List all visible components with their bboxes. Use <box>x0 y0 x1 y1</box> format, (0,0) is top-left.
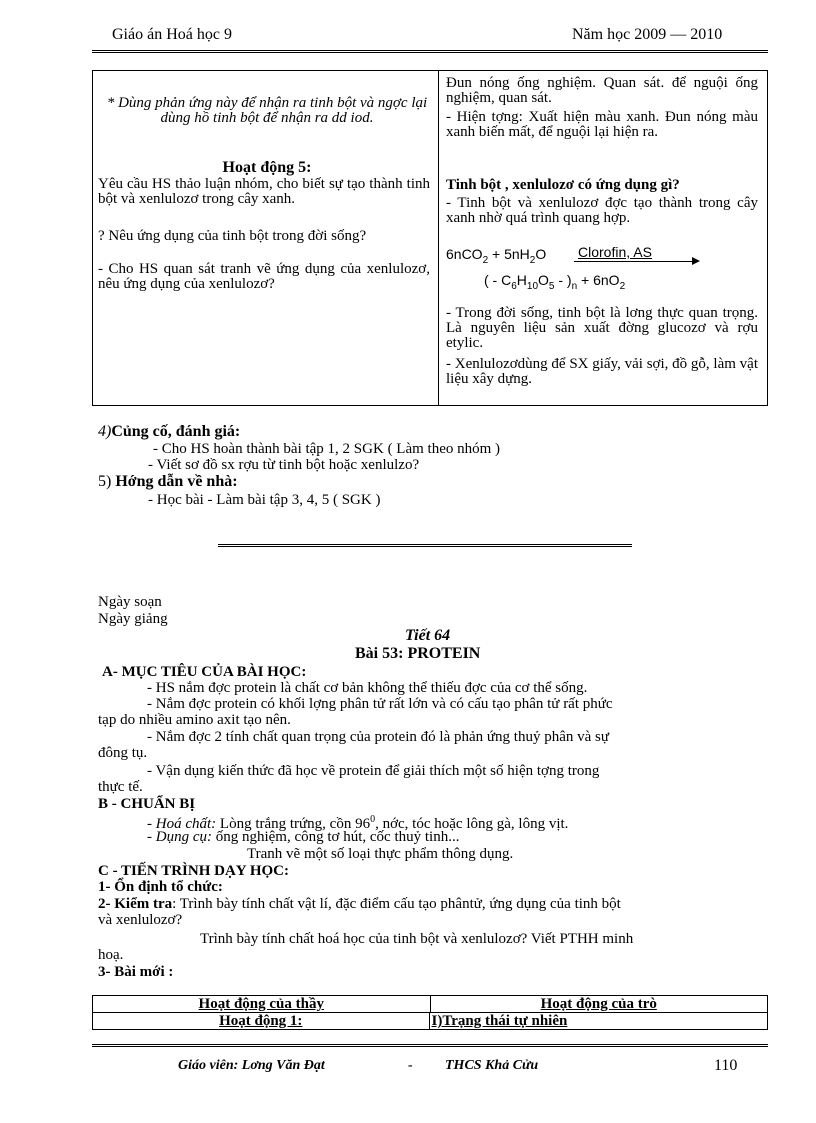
ngay-soan: Ngày soạn <box>98 594 162 610</box>
lesson-number: Bài 53: <box>355 645 408 662</box>
step-2-label: 2- Kiểm tra <box>98 896 173 912</box>
eq-sub: 6 <box>511 280 517 292</box>
eq-c: ( - C <box>484 272 512 288</box>
right-para-4: - Trong đời sống, tinh bột là lơng thực quan trọng. Là nguyên liệu sản xuất đờng glucozơ và rợu etylic. <box>446 305 758 351</box>
objective-4b: thực tế. <box>98 779 143 795</box>
right-para-3: - Tinh bột và xenlulozơ đợc tạo thành trong cây xanh nhờ quá trình quang hợp. <box>446 195 758 226</box>
teacher-activity-header: Hoạt động của thầy <box>198 996 324 1012</box>
eq-h: H <box>516 272 527 288</box>
right-para-5: - Xenlulozơdùng để SX giấy, vải sợi, đồ gỗ, làm vật liệu xây dựng. <box>446 356 758 387</box>
equation-reactants <box>446 246 546 269</box>
activity-5-title: Hoạt động 5: <box>222 159 312 176</box>
section-a-title: A- MỤC TIÊU CỦA BÀI HỌC: <box>102 664 307 680</box>
lesson-separator <box>218 544 632 547</box>
eq-o: O <box>538 272 549 288</box>
header-left: Giáo án Hoá học 9 <box>112 26 232 43</box>
eq-o: O <box>535 246 547 262</box>
equipment-label: - Dụng cụ: <box>147 829 212 845</box>
eq-sub: 2 <box>619 280 626 292</box>
left-para-2: ? Nêu ứng dụng của tinh bột trong đời sống? <box>98 228 367 244</box>
eq-sub: 2 <box>482 254 489 266</box>
step-2-line-3: Trình bày tính chất hoá học của tinh bột và xenlulozơ? Viết PTHH minh <box>200 931 634 947</box>
page-number: 110 <box>714 1057 738 1074</box>
step-2-text: : Trình bày tính chất vật lí, đặc điểm cấu tạo phântử, ứng dụng của tinh bột <box>172 896 621 912</box>
eq-close: - ) <box>554 272 572 288</box>
right-question: Tinh bột , xenlulozơ có ứng dụng gì? <box>446 177 680 193</box>
section-5-title <box>98 474 238 490</box>
chemicals-label: - Hoá chất: <box>147 816 217 832</box>
section-4-item-2: - Viết sơ đồ sx rợu từ tinh bột hoặc xenlulzo? <box>148 457 420 473</box>
eq-sub: 2 <box>529 254 536 266</box>
table-row <box>93 1012 767 1029</box>
section-5-item-1: - Học bài - Làm bài tập 3, 4, 5 ( SGK ) <box>148 492 381 508</box>
eq-plus: + 5nH <box>488 246 530 262</box>
objective-1: - HS nắm đợc protein là chất cơ bản không thể thiếu đợc của cơ thể sống. <box>147 680 588 696</box>
eq-sub: n <box>571 280 578 292</box>
chemicals-text: Lòng trắng trứng, cồn 96 <box>216 816 371 832</box>
equipment-line-2: Tranh vẽ một số loại thực phẩm thông dụng. <box>247 846 514 862</box>
equation-products <box>484 272 625 295</box>
step-2-line-4: hoạ. <box>98 947 124 963</box>
section-4-item-1: - Cho HS hoàn thành bài tập 1, 2 SGK ( Làm theo nhóm ) <box>153 441 501 457</box>
step-2-line-2: và xenlulozơ? <box>98 912 183 928</box>
chemicals-rest: , nớc, tóc hoặc lông gà, lông vịt. <box>375 816 569 832</box>
note-text: * Dùng phản ứng này để nhận ra tinh bột và ngợc lại dùng hồ tinh bột để nhận ra dd iod. <box>106 95 428 126</box>
step-2 <box>98 896 621 912</box>
lesson-title <box>355 646 480 662</box>
reaction-arrow <box>574 261 694 262</box>
objective-3b: đông tụ. <box>98 745 148 761</box>
left-para-1: Yêu cầu HS thảo luận nhóm, cho biết sự tạo thành tinh bột và xenlulozơ trong cây xanh. <box>98 176 430 207</box>
section-4-title <box>98 424 240 440</box>
header-rule <box>92 50 768 53</box>
eq-o2: + 6nO <box>577 272 620 288</box>
footer-rule <box>92 1044 768 1047</box>
equipment-line <box>147 829 459 845</box>
table-divider <box>438 71 439 405</box>
objective-2a: - Nắm đợc protein có khối lợng phân tử rất lớn và có cấu tạo phân tử rất phức <box>147 696 613 712</box>
header-right: Năm học 2009 — 2010 <box>572 26 723 43</box>
section-5-num: 5) <box>98 473 112 490</box>
left-para-3: - Cho HS quan sát tranh vẽ ứng dụng của xenlulozơ, nêu ứng dụng của xenlulozơ? <box>98 261 430 292</box>
student-activity-header: Hoạt động của trò <box>430 996 768 1012</box>
footer-teacher: Giáo viên: Lơng Văn Đạt <box>178 1058 325 1073</box>
right-para-1: Đun nóng ống nghiệm. Quan sát. để nguội ống nghiệm, quan sát. <box>446 75 758 106</box>
objective-4a: - Vận dụng kiến thức đã học về protein để giải thích một số hiện tợng trong <box>147 763 600 779</box>
section-5-label: Hớng dẫn về nhà: <box>115 473 238 490</box>
natural-state-cell: I)Trạng thái tự nhiên <box>429 1013 768 1029</box>
ngay-giang: Ngày giảng <box>98 611 168 627</box>
section-4-label: Củng cố, đánh giá: <box>111 423 241 440</box>
lesson-activity-table <box>92 995 768 1030</box>
lesson-period: Tiết 64 <box>405 627 451 644</box>
section-4-num: 4) <box>98 423 112 440</box>
equipment-text: ống nghiệm, công tơ hút, cốc thuỷ tinh... <box>211 829 460 845</box>
eq-sub: 5 <box>548 280 555 292</box>
table-header-row <box>93 996 767 1012</box>
objective-3a: - Nắm đợc 2 tính chất quan trọng của protein đó là phản ứng thuỷ phân và sự <box>147 729 609 745</box>
footer-dash: - <box>408 1058 413 1073</box>
equation-condition: Clorofin, AS <box>578 244 652 260</box>
eq-co2: 6nCO <box>446 246 483 262</box>
footer-school: THCS Khả Cửu <box>445 1058 539 1073</box>
degree-sup: 0 <box>370 814 376 825</box>
step-3: 3- Bài mới : <box>98 964 174 980</box>
objective-2b: tạp do nhiều amino axit tạo nên. <box>98 712 291 728</box>
lesson-name: PROTEIN <box>407 645 481 662</box>
arrow-head-icon <box>692 257 700 265</box>
section-c-title: C - TIẾN TRÌNH DẠY HỌC: <box>98 863 289 879</box>
activity-1-cell: Hoạt động 1: <box>219 1013 303 1029</box>
eq-sub: 10 <box>526 280 539 292</box>
step-1: 1- Ổn định tổ chức: <box>98 879 223 895</box>
section-b-title: B - CHUẨN BỊ <box>98 796 196 812</box>
right-para-2: - Hiện tợng: Xuất hiện màu xanh. Đun nóng màu xanh biến mất, để nguội lại hiện ra. <box>446 109 758 140</box>
